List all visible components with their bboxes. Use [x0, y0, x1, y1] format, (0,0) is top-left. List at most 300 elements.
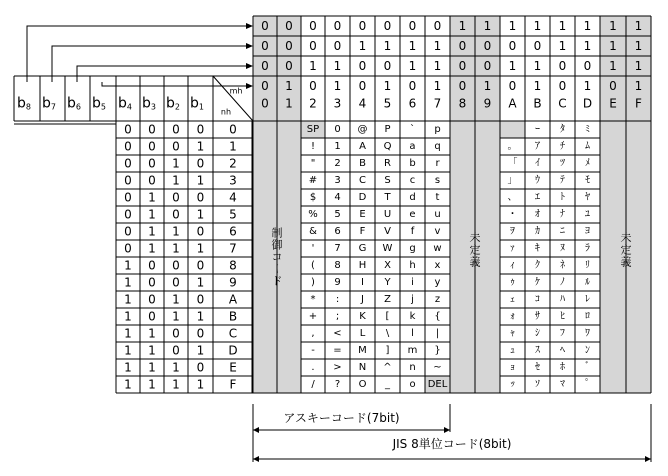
char-cell: ﾋ: [560, 311, 565, 322]
high-bit-value: 1: [333, 59, 342, 73]
char-cell: ]: [385, 345, 390, 356]
char-cell: ': [311, 243, 315, 254]
bit-label-b5: $b_5$: [92, 95, 106, 112]
high-bit-value: 1: [583, 19, 592, 33]
char-cell: 0: [334, 124, 341, 135]
char-cell: 。: [507, 141, 518, 152]
low-bit-value: 1: [196, 343, 205, 358]
bit-arrow-line: [52, 46, 247, 82]
low-bit-value: 1: [172, 360, 180, 375]
char-cell: 5: [334, 209, 341, 220]
char-cell: 3: [334, 175, 341, 186]
high-hex-label: 1: [285, 96, 293, 111]
char-cell: ﾑ: [585, 141, 590, 152]
char-cell: a: [409, 141, 416, 152]
low-bit-value: 1: [196, 139, 205, 154]
high-bit-value: 0: [285, 39, 293, 53]
vertical-label-control: ー: [270, 263, 284, 275]
char-cell: A: [359, 141, 366, 152]
char-cell: j: [411, 294, 414, 305]
high-bit-value: 0: [333, 39, 342, 53]
low-bit-value: 1: [124, 258, 132, 273]
char-cell: ﾁ: [560, 141, 565, 152]
char-cell: ｺ: [535, 294, 540, 305]
low-hex-label: D: [228, 343, 238, 358]
high-hex-label: B: [533, 96, 542, 111]
low-hex-label: 5: [229, 207, 237, 222]
high-hex-label: 6: [408, 96, 417, 111]
low-bit-value: 1: [172, 377, 180, 392]
char-cell: ｿ: [535, 379, 540, 390]
bit-arrow-line: [27, 26, 247, 82]
high-bit-value: 1: [533, 59, 542, 73]
char-cell: ｲ: [535, 158, 540, 169]
bit-label-b2: $b_2$: [166, 95, 180, 112]
char-cell: :: [335, 294, 340, 305]
low-bit-value: 0: [124, 139, 132, 154]
char-cell: +: [308, 311, 318, 322]
char-cell: F: [359, 226, 366, 237]
char-cell: -: [311, 345, 315, 356]
char-cell: f: [410, 226, 415, 237]
char-cell: Z: [384, 294, 391, 305]
high-bit-value: 1: [508, 59, 517, 73]
char-cell: ﾓ: [585, 175, 590, 186]
char-cell: c: [409, 175, 416, 186]
char-cell: R: [384, 158, 391, 169]
low-bit-value: 1: [148, 360, 156, 375]
low-bit-value: 1: [124, 360, 132, 375]
char-cell: V: [384, 226, 391, 237]
char-cell: /: [311, 379, 315, 390]
arrow-head: [246, 83, 253, 89]
high-bit-value: 1: [558, 39, 567, 53]
high-bit-value: 1: [383, 39, 392, 53]
low-bit-value: 1: [172, 224, 180, 239]
char-cell: ﾖ: [585, 226, 590, 237]
high-bit-value: 0: [609, 79, 617, 93]
low-bit-value: 0: [172, 326, 180, 341]
high-bit-value: 0: [309, 19, 317, 33]
high-bit-value: 0: [508, 79, 517, 93]
high-bit-value: 0: [358, 19, 367, 33]
char-cell: E: [359, 209, 366, 220]
low-hex-label: 1: [229, 139, 237, 154]
high-bit-value: 0: [285, 19, 293, 33]
high-bit-value: 1: [408, 59, 417, 73]
high-bit-value: 0: [309, 39, 317, 53]
low-bit-value: 1: [172, 241, 180, 256]
arrow-head: [444, 427, 450, 433]
char-cell: >: [333, 362, 342, 373]
char-cell: D: [358, 192, 367, 203]
char-cell: *: [310, 294, 316, 305]
high-bit-value: 0: [408, 19, 417, 33]
char-cell: ﾔ: [585, 192, 590, 203]
char-cell: ﾂ: [560, 158, 565, 169]
char-cell: P: [384, 124, 391, 135]
char-cell: p: [434, 124, 441, 135]
char-cell: ,: [311, 328, 315, 339]
char-cell: ｧ: [510, 243, 515, 254]
char-cell: \: [385, 328, 390, 339]
bit-arrow-line: [102, 82, 247, 86]
vertical-label-undefined-right: 定: [620, 243, 632, 257]
char-cell: s: [434, 175, 441, 186]
shade-a0-cell: [500, 121, 525, 138]
char-cell: ~: [433, 362, 442, 373]
low-bit-value: 1: [124, 275, 132, 290]
bit-label-b7: $b_7$: [42, 95, 56, 112]
low-bit-value: 0: [172, 343, 180, 358]
low-bit-value: 1: [196, 309, 205, 324]
low-hex-label: 7: [229, 241, 237, 256]
high-bit-value: 0: [458, 39, 467, 53]
low-hex-label: 2: [229, 156, 237, 171]
high-bit-value: 1: [383, 79, 392, 93]
char-cell: 9: [334, 277, 341, 288]
char-cell: ﾒ: [585, 158, 590, 169]
low-bit-value: 0: [148, 156, 156, 171]
char-cell: ﾇ: [560, 243, 565, 254]
char-cell: ﾄ: [560, 192, 565, 203]
low-bit-value: 0: [172, 207, 180, 222]
high-hex-label: 2: [309, 96, 317, 111]
vertical-label-undefined-right: 義: [620, 255, 632, 269]
char-cell: H: [358, 260, 367, 271]
high-bit-value: 1: [333, 79, 342, 93]
char-cell: Q: [383, 141, 392, 152]
high-bit-value: 0: [533, 39, 542, 53]
high-bit-value: 0: [285, 59, 293, 73]
low-bit-value: 0: [124, 173, 132, 188]
char-cell: ｰ: [535, 124, 540, 135]
low-bit-value: 1: [148, 377, 156, 392]
char-cell: .: [311, 362, 315, 373]
char-cell: J: [361, 294, 364, 305]
char-cell: ・: [507, 209, 518, 220]
high-bit-value: 0: [483, 59, 492, 73]
char-cell: ﾈ: [560, 260, 565, 271]
high-bit-value: 0: [261, 39, 269, 53]
char-cell: [: [385, 311, 390, 322]
char-cell: U: [383, 209, 392, 220]
char-cell: ｼ: [535, 328, 540, 339]
high-hex-label: D: [582, 96, 593, 111]
char-cell: 」: [507, 175, 518, 186]
bit-label-b1: $b_1$: [190, 95, 204, 112]
char-cell: ?: [334, 379, 341, 390]
high-bit-value: 1: [634, 59, 643, 73]
char-cell: t: [435, 192, 440, 203]
char-cell: C: [359, 175, 366, 186]
low-bit-value: 1: [172, 309, 180, 324]
vertical-label-undefined-left: 義: [469, 255, 481, 269]
low-bit-value: 1: [148, 190, 156, 205]
low-hex-label: 9: [229, 275, 237, 290]
char-cell: r: [435, 158, 440, 169]
char-cell: ﾜ: [585, 328, 590, 339]
high-bit-value: 0: [261, 59, 269, 73]
high-bit-value: 1: [558, 19, 567, 33]
char-cell: w: [433, 243, 442, 254]
char-cell: ｦ: [510, 226, 515, 237]
high-bit-value: 0: [583, 59, 592, 73]
high-bit-value: 0: [458, 79, 467, 93]
char-cell: ﾉ: [560, 277, 565, 288]
char-cell: ｴ: [535, 192, 540, 203]
low-bit-value: 0: [196, 326, 205, 341]
low-bit-value: 1: [172, 173, 180, 188]
corner-label-mh: mh: [229, 86, 243, 96]
high-bit-value: 1: [609, 19, 617, 33]
char-cell: =: [333, 345, 342, 356]
bit-label-b4: $b_4$: [118, 95, 132, 112]
vertical-label-control: コ: [271, 250, 283, 264]
low-bit-value: 0: [148, 122, 156, 137]
char-cell: ﾍ: [560, 345, 565, 356]
char-cell: O: [358, 379, 367, 390]
high-bit-value: 0: [458, 59, 467, 73]
low-hex-label: E: [229, 360, 237, 375]
char-cell: ｩ: [510, 277, 515, 288]
low-bit-value: 0: [172, 275, 180, 290]
high-bit-value: 1: [634, 39, 643, 53]
char-cell: ｻ: [535, 311, 540, 322]
low-bit-value: 1: [148, 326, 156, 341]
char-cell: ﾙ: [585, 277, 590, 288]
char-cell: ｱ: [535, 141, 540, 152]
high-bit-value: 1: [634, 19, 643, 33]
char-cell: ｷ: [535, 243, 540, 254]
high-bit-value: 0: [261, 19, 269, 33]
high-hex-label: 8: [458, 96, 467, 111]
char-cell: l: [411, 328, 414, 339]
high-hex-label: A: [508, 96, 517, 111]
high-bit-value: 0: [358, 59, 367, 73]
low-hex-label: 6: [229, 224, 237, 239]
char-cell: $: [309, 192, 317, 203]
bit-label-b6: $b_6$: [67, 95, 81, 112]
char-cell: ｯ: [510, 379, 515, 390]
vertical-label-control: 御: [271, 238, 283, 252]
high-bit-value: 0: [358, 79, 367, 93]
char-cell: ｫ: [510, 311, 515, 322]
char-cell: ﾗ: [585, 243, 590, 254]
high-hex-label: 4: [358, 96, 367, 111]
high-bit-value: 1: [483, 79, 492, 93]
high-hex-label: 5: [383, 96, 392, 111]
low-bit-value: 1: [124, 343, 132, 358]
arrow-head: [253, 427, 259, 433]
high-bit-value: 1: [433, 79, 442, 93]
char-cell: Y: [384, 277, 391, 288]
low-hex-label: 8: [229, 258, 237, 273]
char-cell: ｮ: [510, 362, 515, 373]
low-hex-label: A: [228, 292, 238, 307]
char-cell: ﾛ: [585, 311, 590, 322]
char-cell: z: [434, 294, 441, 305]
low-hex-label: 0: [229, 122, 237, 137]
bit-arrow-line: [77, 66, 247, 82]
char-cell: X: [384, 260, 391, 271]
char-cell: 1: [334, 141, 341, 152]
low-bit-value: 0: [196, 156, 205, 171]
high-hex-label: 9: [483, 96, 492, 111]
high-bit-value: 1: [583, 79, 592, 93]
char-cell: 2: [334, 158, 341, 169]
char-cell: {: [434, 311, 441, 322]
arrow-head: [246, 43, 253, 49]
char-cell: ﾐ: [585, 124, 590, 135]
low-bit-value: 1: [196, 241, 205, 256]
jis-range-label: JIS 8単位コード(8bit): [392, 437, 512, 451]
char-cell: d: [409, 192, 416, 203]
char-cell: I: [361, 277, 364, 288]
high-bit-value: 0: [309, 79, 317, 93]
low-bit-value: 1: [196, 275, 205, 290]
char-cell: q: [434, 141, 441, 152]
low-bit-value: 0: [148, 139, 156, 154]
low-bit-value: 0: [124, 122, 132, 137]
high-bit-value: 0: [261, 79, 269, 93]
char-cell: ｽ: [535, 345, 540, 356]
low-bit-value: 0: [124, 241, 132, 256]
low-bit-value: 0: [124, 224, 132, 239]
char-cell: n: [409, 362, 416, 373]
low-bit-value: 0: [196, 190, 205, 205]
char-cell: ^: [383, 362, 392, 373]
low-bit-value: 0: [124, 207, 132, 222]
high-bit-value: 1: [483, 19, 492, 33]
high-bit-value: 0: [558, 79, 567, 93]
char-cell: i: [411, 277, 414, 288]
high-bit-value: 1: [508, 19, 517, 33]
arrow-head: [253, 456, 259, 462]
char-cell: N: [358, 362, 367, 373]
char-cell: ｬ: [510, 328, 515, 339]
high-hex-label: 0: [261, 96, 269, 111]
high-bit-value: 1: [285, 79, 293, 93]
char-cell: m: [407, 345, 418, 356]
low-bit-value: 0: [196, 258, 205, 273]
char-cell: ﾎ: [560, 362, 565, 373]
high-bit-value: 0: [433, 19, 442, 33]
char-cell: 6: [334, 226, 341, 237]
char-cell: ": [310, 158, 316, 169]
char-cell: ｪ: [510, 294, 515, 305]
low-bit-value: 1: [196, 173, 205, 188]
char-cell: B: [359, 158, 366, 169]
char-cell: K: [359, 311, 366, 322]
low-bit-value: 0: [196, 224, 205, 239]
vertical-label-undefined-right: 未: [620, 231, 632, 245]
high-bit-value: 1: [408, 39, 417, 53]
low-bit-value: 0: [172, 258, 180, 273]
high-hex-label: 7: [433, 96, 442, 111]
high-bit-value: 1: [634, 79, 643, 93]
high-bit-value: 1: [433, 59, 442, 73]
char-cell: ｳ: [535, 175, 540, 186]
low-bit-value: 1: [196, 377, 205, 392]
high-bit-value: 1: [609, 59, 617, 73]
char-cell: @: [357, 124, 368, 135]
char-cell: ｸ: [535, 260, 540, 271]
char-cell: }: [434, 345, 441, 356]
char-cell: `: [410, 124, 415, 135]
high-bit-value: 1: [609, 39, 617, 53]
low-bit-value: 0: [124, 156, 132, 171]
char-cell: 「: [507, 158, 518, 169]
char-cell: b: [409, 158, 416, 169]
low-bit-value: 1: [148, 343, 156, 358]
low-bit-value: 0: [148, 275, 156, 290]
arrow-head: [246, 63, 253, 69]
high-bit-value: 0: [383, 19, 392, 33]
vertical-label-control: 制: [271, 226, 283, 240]
char-cell: ): [311, 277, 315, 288]
low-bit-value: 1: [148, 224, 156, 239]
vertical-label-undefined-left: 未: [469, 231, 481, 245]
low-bit-value: 1: [124, 326, 132, 341]
char-cell: h: [409, 260, 416, 271]
low-bit-value: 1: [196, 207, 205, 222]
char-cell: G: [358, 243, 367, 254]
high-bit-value: 0: [483, 39, 492, 53]
low-bit-value: 1: [172, 156, 180, 171]
char-cell: o: [409, 379, 416, 390]
char-cell: 4: [334, 192, 341, 203]
high-bit-value: 1: [433, 39, 442, 53]
table-grid: [14, 16, 651, 462]
bit-label-b8: $b_8$: [17, 95, 31, 112]
high-bit-value: 0: [408, 79, 417, 93]
low-bit-value: 1: [148, 241, 156, 256]
char-cell: u: [434, 209, 441, 220]
low-hex-label: 3: [229, 173, 237, 188]
high-hex-label: C: [558, 96, 567, 111]
high-hex-label: F: [635, 96, 642, 111]
char-cell: ﾅ: [560, 209, 565, 220]
low-bit-value: 1: [124, 292, 132, 307]
char-cell: <: [333, 328, 342, 339]
char-cell: ﾃ: [560, 175, 565, 186]
low-hex-label: C: [228, 326, 238, 341]
high-bit-value: 1: [309, 59, 317, 73]
low-bit-value: 1: [172, 292, 180, 307]
low-bit-value: 0: [196, 292, 205, 307]
low-bit-value: 0: [196, 122, 205, 137]
low-bit-value: 0: [172, 139, 180, 154]
char-cell: 、: [507, 192, 518, 203]
high-bit-value: 0: [508, 39, 517, 53]
char-cell: y: [434, 277, 441, 288]
vertical-label-undefined-left: 定: [469, 243, 481, 257]
high-hex-label: 3: [333, 96, 342, 111]
high-bit-value: 1: [533, 19, 542, 33]
char-cell: k: [409, 311, 416, 322]
char-cell: e: [409, 209, 416, 220]
char-cell: 7: [334, 243, 341, 254]
char-cell: DEL: [427, 379, 448, 390]
corner-label-nh: nh: [220, 107, 232, 117]
low-hex-label: 4: [229, 190, 237, 205]
char-cell: |: [435, 328, 440, 339]
char-cell: ﾚ: [585, 294, 590, 305]
char-cell: v: [434, 226, 441, 237]
char-cell: ﾞ: [585, 362, 590, 373]
char-cell: ﾟ: [585, 379, 590, 390]
